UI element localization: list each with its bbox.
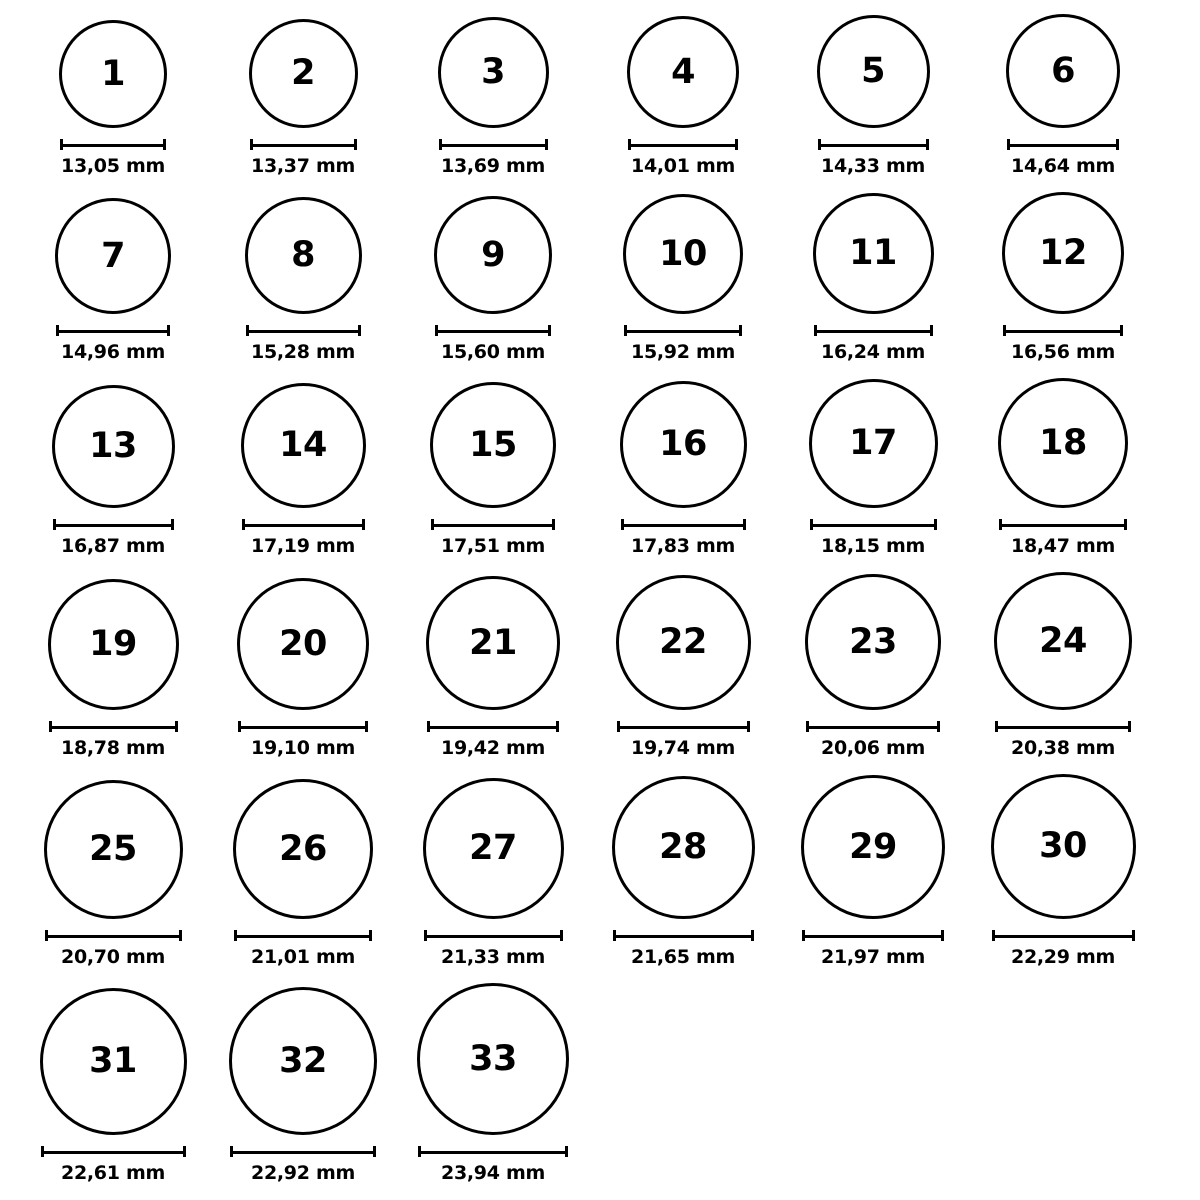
diameter-ruler-icon xyxy=(56,325,170,336)
ring-circle-wrap xyxy=(778,574,968,710)
ruler-endcap xyxy=(747,721,750,732)
ring-circle xyxy=(233,779,373,919)
ring-diameter-label: 21,01 mm xyxy=(251,946,355,968)
ring-circle xyxy=(1002,192,1124,314)
ruler-endcap xyxy=(739,325,742,336)
ring-diameter-label: 17,51 mm xyxy=(441,535,545,557)
ring-circle xyxy=(423,778,564,919)
ring-size-number: 16 xyxy=(659,424,707,464)
ring-size-number: 30 xyxy=(1039,826,1087,866)
ruler-endcap xyxy=(369,930,372,941)
ring-size-item xyxy=(588,381,778,557)
ruler-endcap xyxy=(365,721,368,732)
ring-size-number: 4 xyxy=(671,51,695,92)
ring-size-item xyxy=(18,780,208,968)
ring-size-row xyxy=(0,983,1200,1184)
ring-diameter-label: 20,70 mm xyxy=(61,946,165,968)
ruler-endcap xyxy=(362,519,365,530)
ring-measure xyxy=(439,139,548,177)
ring-circle-wrap xyxy=(968,14,1158,128)
ring-circle xyxy=(627,16,739,128)
ring-size-number: 6 xyxy=(1051,50,1075,91)
diameter-ruler-icon xyxy=(41,1146,186,1157)
diameter-ruler-icon xyxy=(246,325,361,336)
ring-diameter-label: 14,01 mm xyxy=(631,155,735,177)
ring-size-row xyxy=(0,378,1200,557)
ring-size-item xyxy=(778,379,968,557)
ring-diameter-label: 22,29 mm xyxy=(1011,946,1115,968)
ring-measure xyxy=(613,930,754,968)
ruler-endcap xyxy=(1132,930,1135,941)
ruler-endcap xyxy=(1120,325,1123,336)
ring-circle xyxy=(237,578,369,710)
ring-circle xyxy=(249,19,358,128)
ring-measure xyxy=(242,519,365,557)
diameter-ruler-icon xyxy=(238,721,368,732)
ring-size-number: 20 xyxy=(279,623,327,664)
ring-circle xyxy=(623,194,743,314)
diameter-ruler-icon xyxy=(810,519,937,530)
ring-size-item xyxy=(208,19,398,177)
ring-circle-wrap xyxy=(588,16,778,128)
ring-circle-wrap xyxy=(778,775,968,919)
ring-circle-wrap xyxy=(968,378,1158,508)
ring-size-item xyxy=(208,987,398,1184)
ring-diameter-label: 19,74 mm xyxy=(631,737,735,759)
ring-size-item xyxy=(398,382,588,557)
ring-circle-wrap xyxy=(208,383,398,508)
ring-size-number: 3 xyxy=(481,52,505,92)
ring-diameter-label: 14,64 mm xyxy=(1011,155,1115,177)
ring-diameter-label: 23,94 mm xyxy=(441,1162,545,1184)
ruler-endcap xyxy=(545,139,548,150)
ring-measure xyxy=(810,519,937,557)
diameter-ruler-icon xyxy=(1007,139,1119,150)
ring-circle-wrap xyxy=(18,988,208,1135)
ring-diameter-label: 18,78 mm xyxy=(61,737,165,759)
ring-measure xyxy=(628,139,738,177)
ruler-endcap xyxy=(565,1146,568,1157)
ring-size-item xyxy=(778,775,968,968)
diameter-ruler-icon xyxy=(60,139,166,150)
ring-circle-wrap xyxy=(18,780,208,919)
ring-measure xyxy=(238,721,368,759)
ring-circle-wrap xyxy=(398,983,588,1135)
ring-size-item xyxy=(778,193,968,363)
ring-size-item xyxy=(968,572,1158,759)
ring-diameter-label: 14,96 mm xyxy=(61,341,165,363)
ring-circle xyxy=(438,17,549,128)
ring-diameter-label: 15,28 mm xyxy=(251,341,355,363)
ring-size-number: 33 xyxy=(469,1038,517,1079)
ring-measure xyxy=(1003,325,1123,363)
ring-size-item xyxy=(778,574,968,759)
ring-circle-wrap xyxy=(588,575,778,710)
ruler-endcap xyxy=(354,139,357,150)
ruler-endcap xyxy=(167,325,170,336)
ring-diameter-label: 14,33 mm xyxy=(821,155,925,177)
ring-size-number: 7 xyxy=(101,235,125,276)
diameter-ruler-icon xyxy=(818,139,929,150)
ruler-endcap xyxy=(560,930,563,941)
diameter-ruler-icon xyxy=(439,139,548,150)
ring-measure xyxy=(814,325,933,363)
ring-circle-wrap xyxy=(208,987,398,1135)
ring-circle-wrap xyxy=(968,572,1158,710)
ring-size-number: 5 xyxy=(861,51,885,91)
ring-circle-wrap xyxy=(398,576,588,710)
ring-diameter-label: 15,60 mm xyxy=(441,341,545,363)
ring-diameter-label: 15,92 mm xyxy=(631,341,735,363)
ring-circle-wrap xyxy=(18,198,208,314)
ring-circle xyxy=(44,780,183,919)
ring-size-number: 24 xyxy=(1039,620,1087,661)
ruler-endcap xyxy=(1128,721,1131,732)
ring-diameter-label: 20,38 mm xyxy=(1011,737,1115,759)
diameter-ruler-icon xyxy=(45,930,182,941)
ring-size-number: 17 xyxy=(849,423,897,463)
ruler-endcap xyxy=(358,325,361,336)
ring-circle-wrap xyxy=(398,196,588,314)
ring-size-number: 27 xyxy=(469,828,517,868)
ring-circle xyxy=(817,15,930,128)
ring-diameter-label: 20,06 mm xyxy=(821,737,925,759)
diameter-ruler-icon xyxy=(431,519,555,530)
ring-circle xyxy=(998,378,1128,508)
ring-diameter-label: 18,15 mm xyxy=(821,535,925,557)
ring-diameter-label: 19,42 mm xyxy=(441,737,545,759)
diameter-ruler-icon xyxy=(250,139,357,150)
ring-circle-wrap xyxy=(18,579,208,710)
ring-size-item xyxy=(18,198,208,363)
ring-diameter-label: 16,24 mm xyxy=(821,341,925,363)
ring-circle xyxy=(809,379,938,508)
ring-circle xyxy=(48,579,179,710)
ring-circle-wrap xyxy=(968,192,1158,314)
ring-circle-wrap xyxy=(968,774,1158,919)
ring-circle xyxy=(612,776,755,919)
diameter-ruler-icon xyxy=(424,930,563,941)
ring-circle xyxy=(991,774,1136,919)
ruler-endcap xyxy=(934,519,937,530)
ruler-endcap xyxy=(171,519,174,530)
ring-size-number: 12 xyxy=(1039,232,1087,273)
ring-size-row xyxy=(0,14,1200,177)
diameter-ruler-icon xyxy=(992,930,1135,941)
ring-circle xyxy=(434,196,552,314)
ring-measure xyxy=(435,325,551,363)
ring-size-item xyxy=(18,988,208,1184)
ruler-endcap xyxy=(373,1146,376,1157)
ruler-endcap xyxy=(937,721,940,732)
ring-circle-wrap xyxy=(208,19,398,128)
ring-size-number: 11 xyxy=(849,233,897,273)
diameter-ruler-icon xyxy=(802,930,944,941)
ring-circle-wrap xyxy=(778,379,968,508)
ring-circle xyxy=(40,988,187,1135)
ring-measure xyxy=(250,139,357,177)
ring-size-number: 29 xyxy=(849,826,897,867)
ring-size-number: 21 xyxy=(469,622,517,663)
ring-circle xyxy=(1006,14,1120,128)
ring-size-number: 25 xyxy=(89,829,137,869)
ring-measure xyxy=(995,721,1131,759)
ring-measure xyxy=(1007,139,1119,177)
ring-circle xyxy=(805,574,941,710)
ring-diameter-label: 19,10 mm xyxy=(251,737,355,759)
ring-measure xyxy=(234,930,372,968)
ring-measure xyxy=(230,1146,376,1184)
ring-size-number: 1 xyxy=(101,53,125,94)
ring-circle xyxy=(430,382,556,508)
ring-circle xyxy=(55,198,171,314)
ring-size-number: 15 xyxy=(469,424,517,465)
ring-size-item xyxy=(398,983,588,1184)
ring-size-number: 32 xyxy=(279,1040,327,1081)
ring-measure xyxy=(427,721,559,759)
diameter-ruler-icon xyxy=(814,325,933,336)
ruler-endcap xyxy=(926,139,929,150)
ring-measure xyxy=(806,721,940,759)
ring-diameter-label: 21,65 mm xyxy=(631,946,735,968)
ring-measure xyxy=(999,519,1127,557)
ring-measure xyxy=(424,930,563,968)
ring-size-item xyxy=(208,197,398,363)
ring-measure xyxy=(60,139,166,177)
ring-size-item xyxy=(18,385,208,557)
ruler-endcap xyxy=(556,721,559,732)
ring-size-number: 14 xyxy=(279,425,327,465)
ring-measure xyxy=(992,930,1135,968)
ring-size-number: 28 xyxy=(659,827,707,867)
ring-measure xyxy=(617,721,750,759)
diameter-ruler-icon xyxy=(624,325,742,336)
ring-measure xyxy=(45,930,182,968)
diameter-ruler-icon xyxy=(628,139,738,150)
ruler-endcap xyxy=(1124,519,1127,530)
ring-size-row xyxy=(0,774,1200,968)
ring-size-item xyxy=(398,576,588,759)
ring-size-item xyxy=(208,779,398,968)
ring-size-item xyxy=(18,579,208,759)
ruler-endcap xyxy=(735,139,738,150)
ring-circle-wrap xyxy=(398,17,588,128)
ring-size-number: 18 xyxy=(1039,422,1087,463)
ring-diameter-label: 22,92 mm xyxy=(251,1162,355,1184)
diameter-ruler-icon xyxy=(49,721,178,732)
ring-size-item xyxy=(968,774,1158,968)
ruler-endcap xyxy=(548,325,551,336)
ring-circle-wrap xyxy=(778,15,968,128)
ring-circle-wrap xyxy=(208,779,398,919)
ring-diameter-label: 13,05 mm xyxy=(61,155,165,177)
ring-measure xyxy=(41,1146,186,1184)
ruler-endcap xyxy=(552,519,555,530)
ring-diameter-label: 16,56 mm xyxy=(1011,341,1115,363)
ruler-endcap xyxy=(1116,139,1119,150)
ring-circle-wrap xyxy=(588,776,778,919)
ring-measure xyxy=(49,721,178,759)
ring-size-item xyxy=(398,17,588,177)
ring-size-number: 13 xyxy=(89,426,137,466)
ring-circle xyxy=(801,775,945,919)
ring-size-number: 31 xyxy=(89,1041,137,1081)
ring-circle-wrap xyxy=(208,578,398,710)
ring-diameter-label: 17,19 mm xyxy=(251,535,355,557)
ring-circle xyxy=(52,385,175,508)
ring-circle xyxy=(994,572,1132,710)
diameter-ruler-icon xyxy=(427,721,559,732)
ring-circle-wrap xyxy=(398,382,588,508)
diameter-ruler-icon xyxy=(1003,325,1123,336)
diameter-ruler-icon xyxy=(234,930,372,941)
ring-size-item xyxy=(18,20,208,177)
ring-circle xyxy=(813,193,934,314)
diameter-ruler-icon xyxy=(53,519,174,530)
ring-measure xyxy=(56,325,170,363)
ring-circle xyxy=(229,987,377,1135)
ring-size-item xyxy=(398,778,588,968)
ring-circle-wrap xyxy=(398,778,588,919)
ring-size-item xyxy=(968,14,1158,177)
ring-size-row xyxy=(0,192,1200,363)
ring-measure xyxy=(53,519,174,557)
ring-size-row xyxy=(0,572,1200,759)
ring-size-item xyxy=(588,16,778,177)
ruler-endcap xyxy=(163,139,166,150)
ring-circle xyxy=(620,381,747,508)
ring-diameter-label: 13,69 mm xyxy=(441,155,545,177)
ring-circle-wrap xyxy=(588,381,778,508)
ring-diameter-label: 16,87 mm xyxy=(61,535,165,557)
diameter-ruler-icon xyxy=(435,325,551,336)
diameter-ruler-icon xyxy=(621,519,746,530)
diameter-ruler-icon xyxy=(806,721,940,732)
ring-measure xyxy=(431,519,555,557)
diameter-ruler-icon xyxy=(242,519,365,530)
diameter-ruler-icon xyxy=(418,1146,568,1157)
ring-measure xyxy=(818,139,929,177)
ring-size-item xyxy=(968,192,1158,363)
ring-diameter-label: 21,33 mm xyxy=(441,946,545,968)
ring-size-item xyxy=(208,578,398,759)
ring-circle xyxy=(616,575,751,710)
ring-measure xyxy=(246,325,361,363)
ring-size-number: 26 xyxy=(279,828,327,869)
ring-diameter-label: 18,47 mm xyxy=(1011,535,1115,557)
ring-measure xyxy=(802,930,944,968)
ring-size-item xyxy=(588,776,778,968)
ring-diameter-label: 22,61 mm xyxy=(61,1162,165,1184)
ring-diameter-label: 17,83 mm xyxy=(631,535,735,557)
ring-size-item xyxy=(588,575,778,759)
ring-size-number: 9 xyxy=(481,234,505,275)
diameter-ruler-icon xyxy=(613,930,754,941)
ruler-endcap xyxy=(930,325,933,336)
ring-size-item xyxy=(588,194,778,363)
ring-circle xyxy=(245,197,362,314)
ring-size-item xyxy=(778,15,968,177)
ring-measure xyxy=(624,325,742,363)
ring-size-item xyxy=(398,196,588,363)
ring-size-number: 8 xyxy=(291,235,315,275)
diameter-ruler-icon xyxy=(999,519,1127,530)
ring-size-number: 22 xyxy=(659,622,707,662)
ruler-endcap xyxy=(183,1146,186,1157)
ring-size-item xyxy=(208,383,398,557)
ruler-endcap xyxy=(743,519,746,530)
ring-size-number: 10 xyxy=(659,233,707,274)
ring-size-number: 23 xyxy=(849,621,897,662)
ring-circle xyxy=(59,20,167,128)
ruler-endcap xyxy=(751,930,754,941)
diameter-ruler-icon xyxy=(230,1146,376,1157)
ruler-endcap xyxy=(179,930,182,941)
ring-diameter-label: 21,97 mm xyxy=(821,946,925,968)
ring-circle-wrap xyxy=(18,20,208,128)
ring-diameter-label: 13,37 mm xyxy=(251,155,355,177)
diameter-ruler-icon xyxy=(995,721,1131,732)
ring-circle xyxy=(426,576,560,710)
ring-circle-wrap xyxy=(18,385,208,508)
ring-circle-wrap xyxy=(588,194,778,314)
ruler-endcap xyxy=(941,930,944,941)
ring-circle xyxy=(417,983,569,1135)
ring-circle xyxy=(241,383,366,508)
ring-measure xyxy=(418,1146,568,1184)
ring-circle-wrap xyxy=(208,197,398,314)
diameter-ruler-icon xyxy=(617,721,750,732)
ring-measure xyxy=(621,519,746,557)
ring-size-item xyxy=(968,378,1158,557)
ruler-endcap xyxy=(175,721,178,732)
ring-size-number: 19 xyxy=(89,624,137,664)
ring-circle-wrap xyxy=(778,193,968,314)
ring-size-number: 2 xyxy=(291,53,315,93)
